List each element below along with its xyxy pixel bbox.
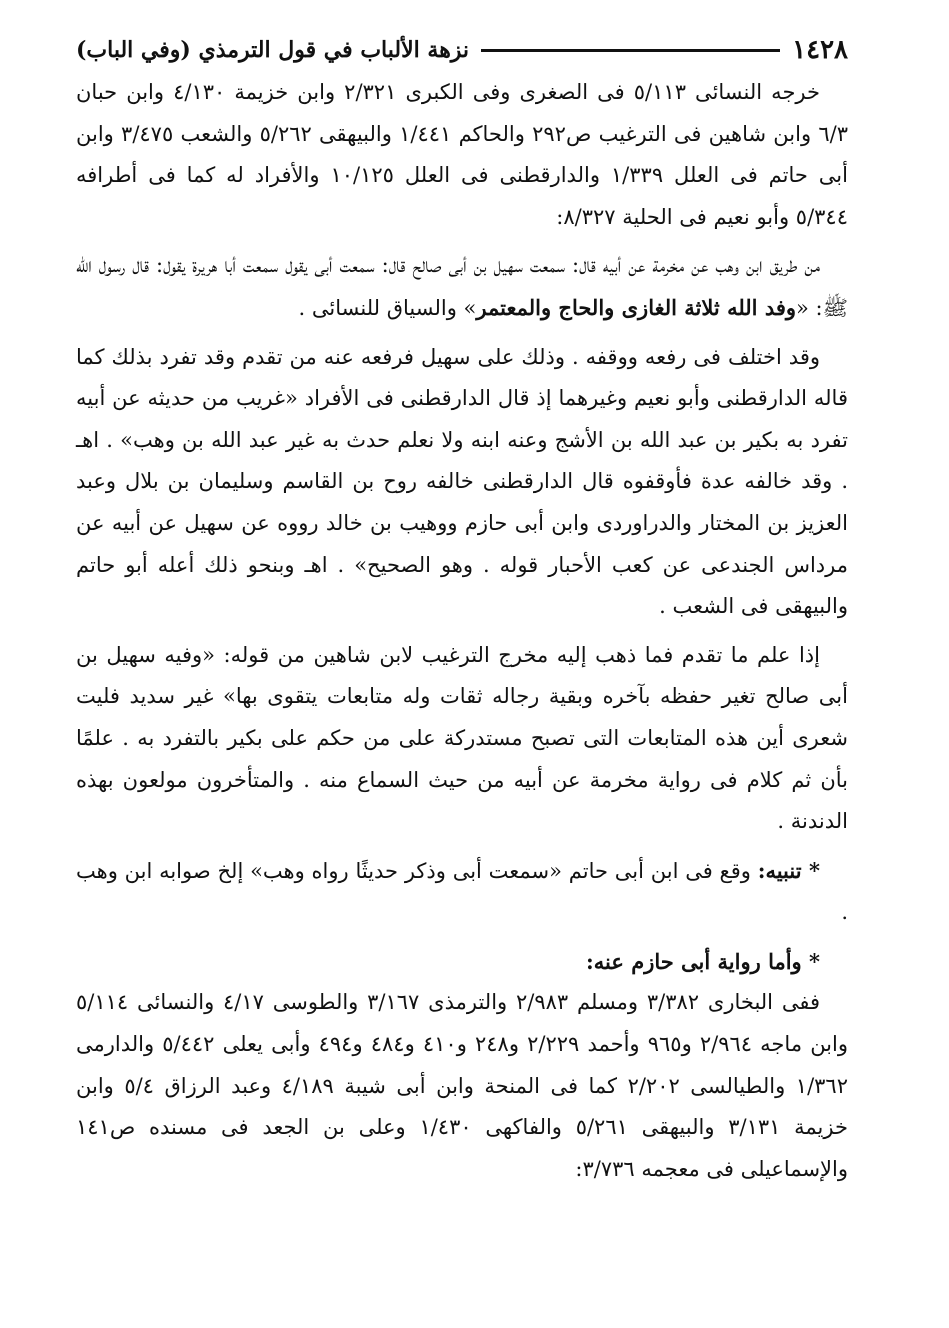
isnad-tail: » والسياق للنسائى . [298, 295, 477, 320]
book-page [76, 28, 848, 1308]
tanbih-text: وقع فى ابن أبى حاتم «سمعت أبى وذكر حديثًا رواه وهب» إلخ صوابه ابن وهب . [76, 858, 848, 925]
paragraph-tanbih [76, 850, 848, 934]
paragraph-critique: إذا علم ما تقدم فما ذهب إليه مخرج الترغيب لابن شاهين من قوله: «وفيه سهيل بن أبى صالح تغير حفظه بآخره وبقية رجاله ثقات وله متابعات يتقوى بها» غير سديد فليت شعرى أين هذه المتابعات التى تصبح مستدركة على من حكم على بكير بالتفرد به . علمًا بأن ثم كلام فى رواية مخرمة عن أبيه من حيث السماع منه . والمتأخرون مولعون بهذه الدندنة . [76, 642, 849, 834]
paragraph-isnad [76, 245, 848, 329]
hadith-text: وفد الله ثلاثة الغازى والحاج والمعتمر [476, 294, 797, 320]
page-header [76, 28, 848, 72]
section-heading: * وأما رواية أبى حازم عنه: [586, 948, 820, 974]
running-title: نزهة الألباب في قول الترمذي (وفي الباب) [76, 37, 470, 63]
tanbih-label: * تنبيه: [757, 857, 820, 883]
paragraph-ikhtilaf: وقد اختلف فى رفعه ووقفه . وذلك على سهيل فرفعه عنه من تقدم وقد تفرد بذلك كما قاله الدارقطنى وأبو نعيم وغيرهما إذ قال الدارقطنى فى الأفراد «غريب من حديثه عن أبيه تفرد به بكير بن عبد الله بن الأشج وعنه ابنه ولا نعلم حدث به غير عبد الله بن وهب» . اهـ . وقد خالفه عدة فأوقفوه قال الدارقطنى خالفه روح بن القاسم وسليمان بن بلال وعبد العزيز بن المختار والدراوردى وابن أبى حازم ووهيب بن خالد رووه عن سهيل عن أبيه عن مرداس الجندعى عن كعب الأحبار قوله . وهو الصحيح» . اهـ وبنحو ذلك أعله أبو حاتم والبيهقى فى الشعب . [76, 344, 848, 619]
page-number: ١٤٢٨ [792, 35, 848, 65]
isnad-text: من طريق ابن وهب عن مخرمة عن أبيه قال: سمعت سهيل بن أبى صالح قال: سمعت أبى يقول سمعت أبا هريرة يقول: قال رسول الله ﷺ: « [76, 253, 848, 320]
paragraph-takhrij: خرجه النسائى ٥/١١٣ فى الصغرى وفى الكبرى ٢/٣٢١ وابن خزيمة ٤/١٣٠ وابن حبان ٦/٣ وابن شاهين فى الترغيب ص٢٩٢ والحاكم ١/٤٤١ والبيهقى ٥/٢٦٢ والشعب ٣/٤٧٥ وابن أبى حاتم فى العلل ١/٣٣٩ والدارقطنى فى العلل ١٠/١٢٥ والأفراد له كما فى أطرافه ٥/٣٤٤ وأبو نعيم فى الحلية ٨/٣٢٧: [76, 80, 848, 229]
header-rule [481, 49, 780, 52]
paragraph-abi-hazim: ففى البخارى ٣/٣٨٢ ومسلم ٢/٩٨٣ والترمذى ٣/١٦٧ والطوسى ٤/١٧ والنسائى ٥/١١٤ وابن ماجه ٢/٩٦٤ و٩٦٥ وأحمد ٢/٢٢٩ و٢٤٨ و٤١٠ و٤٨٤ و٤٩٤ وأبى يعلى ٥/٤٤٢ والدارمى ١/٣٦٢ والطيالسى ٢/٢٠٢ كما فى المنحة وابن أبى شيبة ٤/١٨٩ وعبد الرزاق ٥/٤ وابن خزيمة ٣/١٣١ والبيهقى ٥/٢٦١ والفاكهى ١/٤٣٠ وعلى بن الجعد فى مسنده ص١٤١ والإسماعيلى فى معجمه ٣/٧٣٦: [76, 990, 848, 1181]
